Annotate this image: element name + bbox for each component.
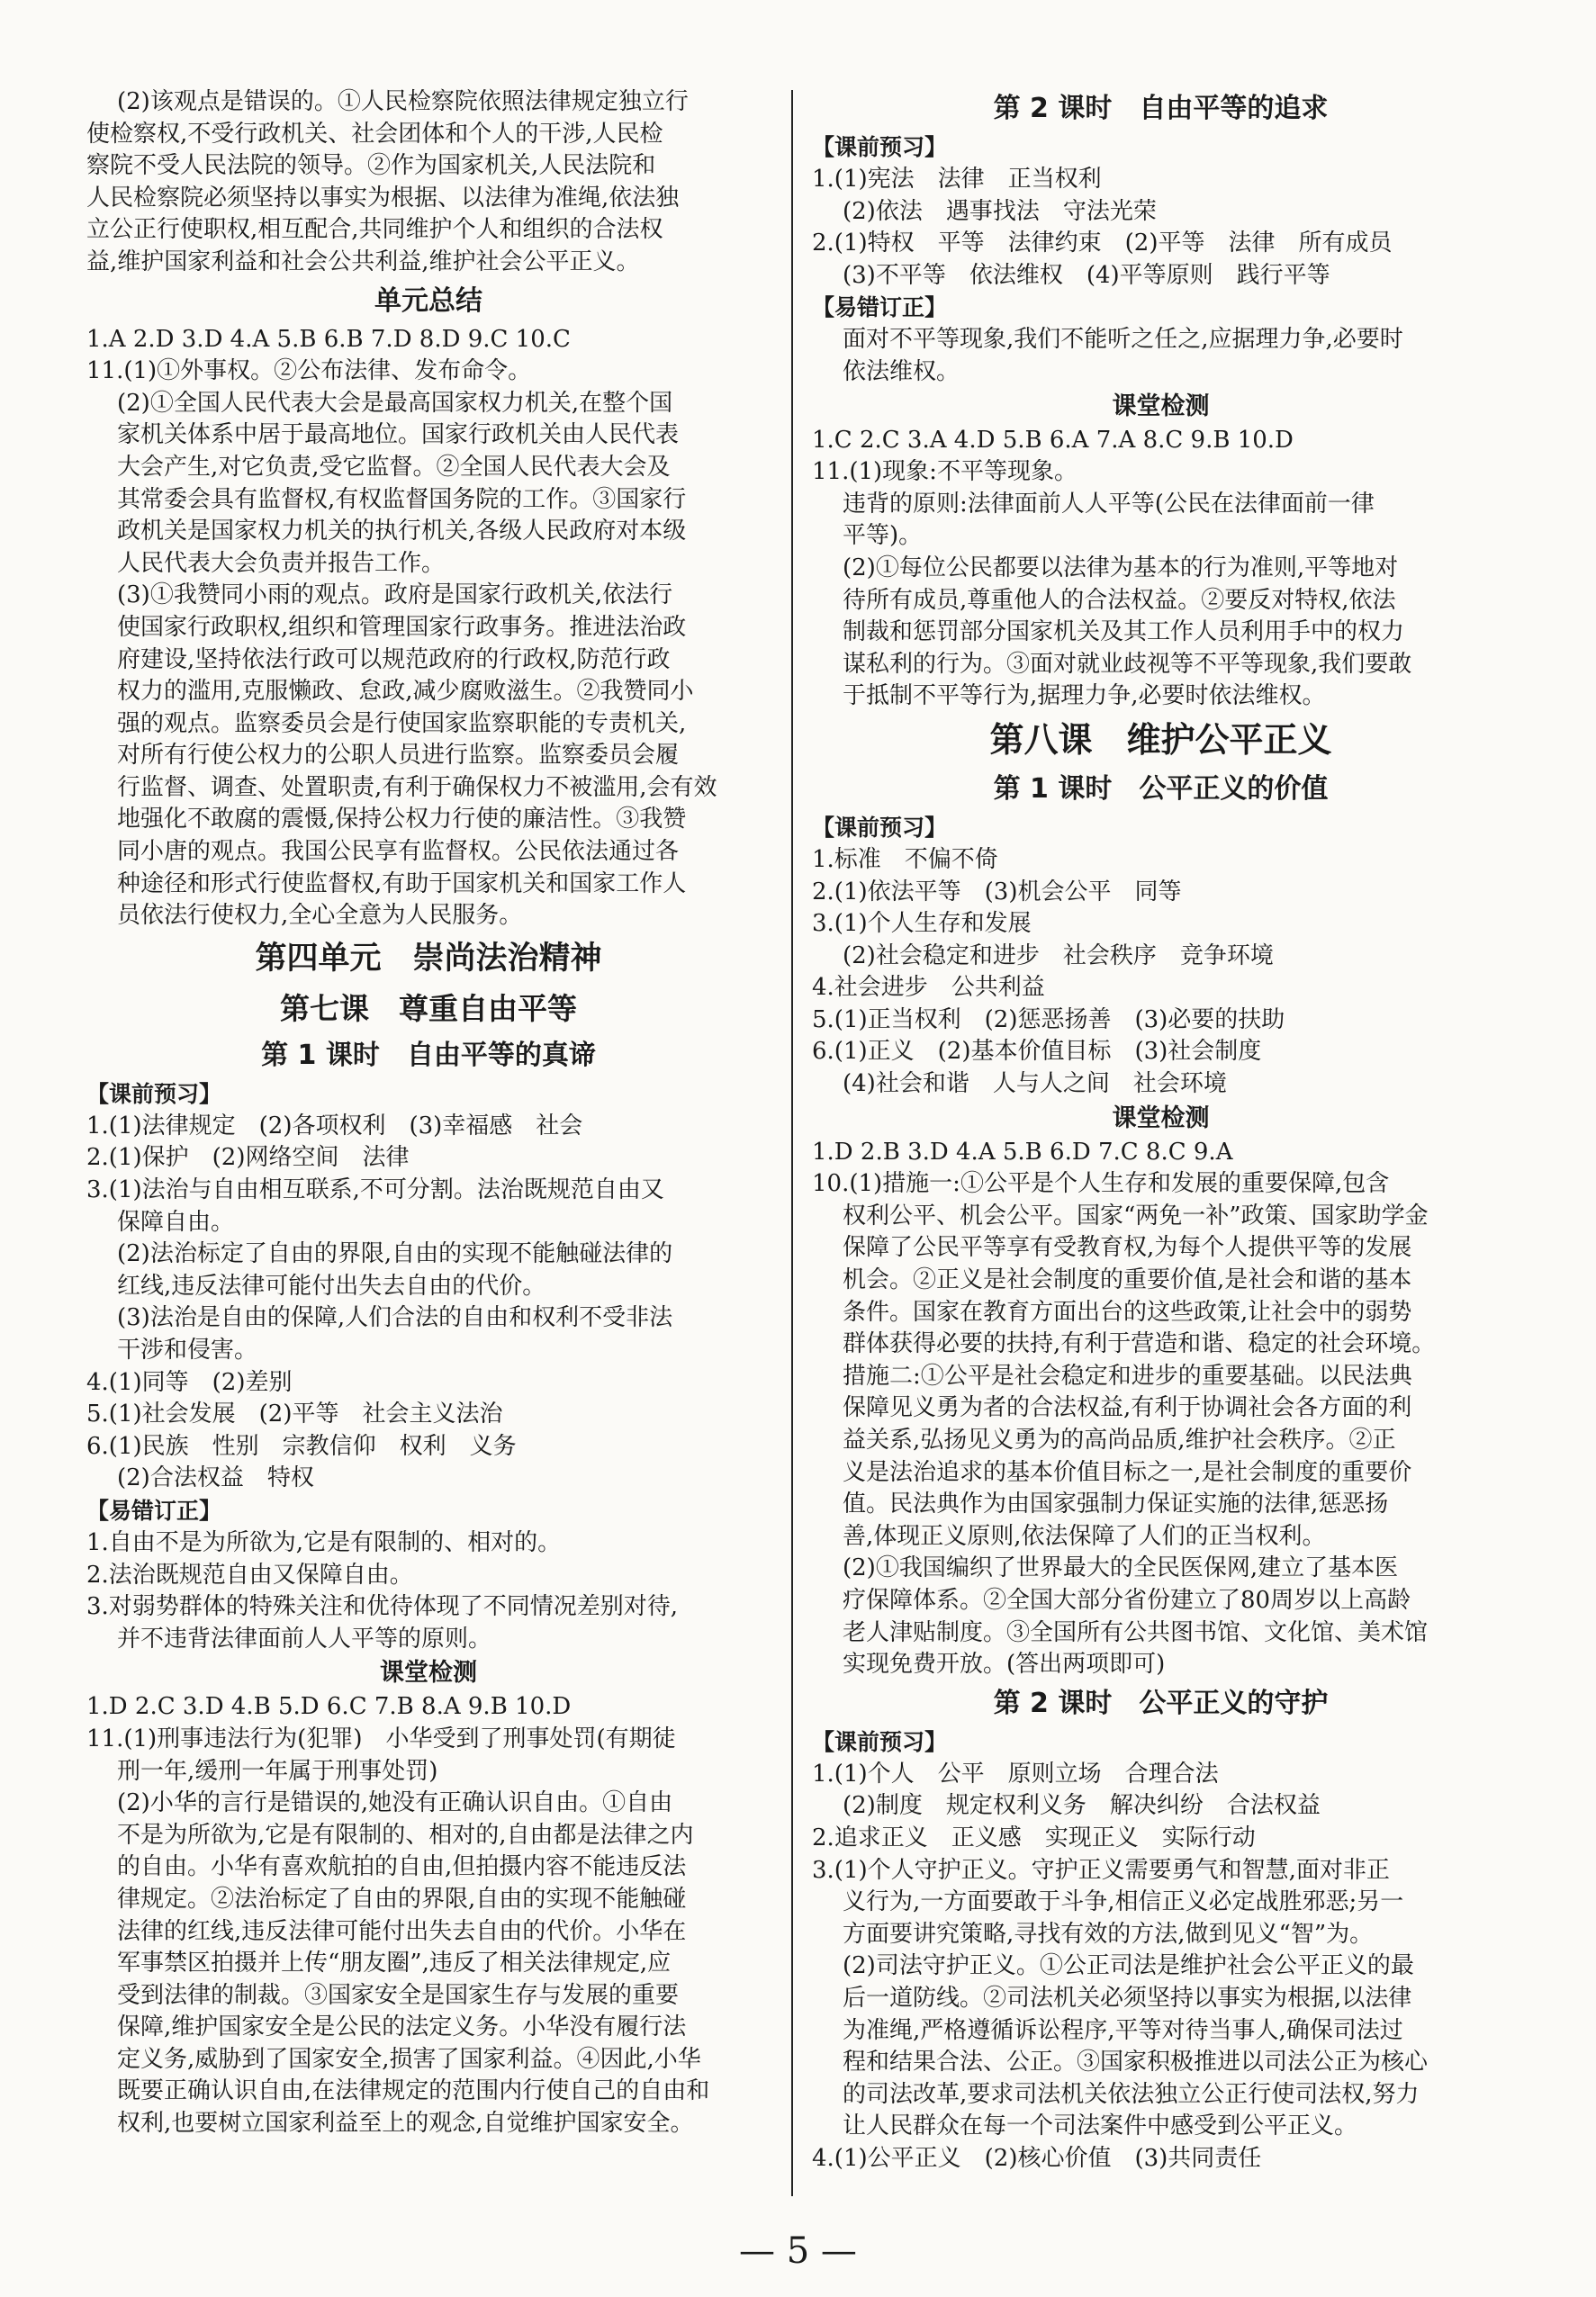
preview-list [86, 1111, 771, 1495]
text-line: 3.(1)法治与自由相互联系,不可分割。法治既规范自由又 [86, 1176, 664, 1204]
right-column [812, 86, 1510, 2175]
check-title: 课堂检测 [1112, 392, 1210, 420]
text-line: 对所有行使公权力的公职人员进行监察。监察委员会履 [117, 742, 680, 770]
lesson-title: 第七课 尊重自由平等 [280, 990, 577, 1026]
text-line: 府建设,坚持依法行政可以规范政府的行政权,防范行政 [117, 645, 671, 673]
error-list [86, 1527, 771, 1655]
unit-summary-body [86, 388, 771, 932]
text-line: 法律的红线,违反法律可能付出失去自由的代价。小华在 [117, 1917, 687, 1945]
text-line: 实现免费开放。(答出两项即可) [843, 1651, 1166, 1679]
text-line: 谋私利的行为。③面对就业歧视等不平等现象,我们要敢 [843, 650, 1412, 678]
text-line: 4.社会进步 公共利益 [812, 974, 1045, 1002]
text-line: 善,体现正义原则,依法保障了人们的正当权利。 [843, 1522, 1326, 1550]
period-title: 第 2 课时 自由平等的追求 [993, 93, 1329, 124]
text-line: 6.(1)民族 性别 宗教信仰 权利 义务 [86, 1432, 517, 1460]
text-line: 人民代表大会负责并报告工作。 [117, 549, 446, 577]
check-title: 课堂检测 [380, 1659, 477, 1688]
section-tag: 【课前预习】 [86, 1080, 222, 1107]
text-line: 使检察权,不受行政机关、社会团体和个人的干涉,人民检 [86, 120, 663, 148]
text-line: 地强化不敢腐的震慑,保持公权力行使的廉洁性。③我赞 [117, 806, 687, 833]
text-line: 11.(1)现象:不平等现象。 [812, 458, 1078, 486]
text-line: (2)①全国人民代表大会是最高国家权力机关,在整个国 [117, 389, 673, 417]
text-line: 刑一年,缓刑一年属于刑事处罚) [117, 1757, 438, 1785]
text-line: (2)司法守护正义。①公正司法是维护社会公平正义的最 [843, 1952, 1414, 1980]
answer-key: 1.D 2.C 3.D 4.B 5.D 6.C 7.B 8.A 9.B 10.D [86, 1693, 572, 1721]
text-line: (2)①每位公民都要以法律为基本的行为准则,平等地对 [843, 554, 1399, 581]
text-line: (2)社会稳定和进步 社会秩序 竞争环境 [843, 941, 1274, 969]
text-line: (2)制度 规定权利义务 解决纠纷 合法权益 [843, 1792, 1321, 1820]
text-line: 平等)。 [843, 522, 923, 550]
page-number: — 5 — [739, 2230, 857, 2272]
lesson-title: 第八课 维护公平正义 [989, 719, 1332, 760]
text-line: 3.对弱势群体的特殊关注和优待体现了不同情况差别对待, [86, 1593, 679, 1621]
text-line: 10.(1)措施一:①公平是个人生存和发展的重要保障,包含 [812, 1170, 1390, 1198]
text-line: 措施二:①公平是社会稳定和进步的重要基础。以民法典 [843, 1362, 1412, 1390]
error-list [812, 324, 1510, 388]
text-line: 同小唐的观点。我国公民享有监督权。公民依法通过各 [117, 838, 680, 866]
text-line: (2)法治标定了自由的界限,自由的实现不能触碰法律的 [117, 1240, 673, 1268]
text-line: (3)法治是自由的保障,人们合法的自由和权利不受非法 [117, 1304, 673, 1332]
text-line: 的自由。小华有喜欢航拍的自由,但拍摄内容不能违反法 [117, 1853, 687, 1881]
text-line: 义是法治追求的基本价值目标之一,是社会制度的重要价 [843, 1458, 1412, 1486]
text-line: 政机关是国家权力机关的执行机关,各级人民政府对本级 [117, 518, 687, 545]
period-title: 第 1 课时 自由平等的真谛 [261, 1039, 596, 1071]
text-line: (3)不平等 依法维权 (4)平等原则 践行平等 [843, 261, 1330, 289]
text-line: 待所有成员,尊重他人的合法权益。②要反对特权,依法 [843, 586, 1396, 614]
text-line: (2)合法权益 特权 [117, 1464, 314, 1492]
period-title: 第 1 课时 公平正义的价值 [993, 772, 1329, 805]
text-line: 6.(1)正义 (2)基本价值目标 (3)社会制度 [812, 1038, 1262, 1066]
text-line: 1.(1)宪法 法律 正当权利 [812, 166, 1102, 193]
text-line: 程和结果合法、公正。③国家积极推进以司法公正为核心 [843, 2049, 1429, 2076]
answer-key: 1.C 2.C 3.A 4.D 5.B 6.A 7.A 8.C 9.B 10.D [812, 426, 1294, 454]
text-line: 家机关体系中居于最高地位。国家行政机关由人民代表 [117, 421, 680, 449]
text-line: 其常委会具有监督权,有权监督国务院的工作。③国家行 [117, 485, 687, 513]
text-line: 群体获得必要的扶持,有利于营造和谐、稳定的社会环境。 [843, 1330, 1436, 1358]
section-tag: 【易错订正】 [86, 1497, 222, 1524]
text-line: (2)该观点是错误的。①人民检察院依照法律规定独立行 [117, 88, 689, 115]
text-line: 红线,违反法律可能付出失去自由的代价。 [117, 1272, 546, 1300]
left-column [86, 86, 771, 2140]
text-line: 人民检察院必须坚持以事实为根据、以法律为准绳,依法独 [86, 184, 680, 212]
preview-list [812, 164, 1510, 292]
text-line: 11.(1)刑事违法行为(犯罪) 小华受到了刑事处罚(有期徒 [86, 1725, 676, 1752]
text-line: 军事禁区拍摄并上传“朋友圈”,违反了相关法律规定,应 [117, 1950, 672, 1977]
text-line: 益关系,弘扬见义勇为的高尚品质,维护社会秩序。②正 [843, 1427, 1396, 1454]
text-line: 条件。国家在教育方面出台的这些政策,让社会中的弱势 [843, 1298, 1412, 1326]
text-line: 2.(1)特权 平等 法律约束 (2)平等 法律 所有成员 [812, 230, 1393, 257]
text-line: 权利,也要树立国家利益至上的观念,自觉维护国家安全。 [117, 2110, 694, 2138]
text-line: 2.(1)保护 (2)网络空间 法律 [86, 1144, 410, 1172]
text-line: 既要正确认识自由,在法律规定的范围内行使自己的自由和 [117, 2077, 710, 2105]
text-line: 大会产生,对它负责,受它监督。②全国人民代表大会及 [117, 453, 671, 481]
text-line: 5.(1)社会发展 (2)平等 社会主义法治 [86, 1401, 503, 1428]
text-line: 的司法改革,要求司法机关依法独立公正行使司法权,努力 [843, 2080, 1420, 2108]
text-line: 使国家行政职权,组织和管理国家行政事务。推进法治政 [117, 613, 687, 641]
text-line: (3)①我赞同小雨的观点。政府是国家行政机关,依法行 [117, 581, 673, 609]
text-line: 让人民群众在每一个司法案件中感受到公平正义。 [843, 2112, 1358, 2140]
preview-list [812, 844, 1510, 1101]
text-line: 老人津贴制度。③全国所有公共图书馆、文化馆、美术馆 [843, 1618, 1429, 1646]
text-line: (2)①我国编织了世界最大的全民医保网,建立了基本医 [843, 1554, 1399, 1582]
check-answer-list [86, 1724, 771, 2140]
text-line: 干涉和侵害。 [117, 1337, 258, 1364]
text-line: 值。民法典作为由国家强制力保证实施的法律,惩恶扬 [843, 1491, 1389, 1518]
section-tag: 【课前预习】 [812, 814, 948, 841]
text-line: 1.自由不是为所欲为,它是有限制的、相对的。 [86, 1528, 562, 1556]
text-line: 保障,维护国家安全是公民的法定义务。小华没有履行法 [117, 2013, 687, 2041]
text-line: 并不违背法律面前人人平等的原则。 [117, 1625, 492, 1653]
section-tag: 【课前预习】 [812, 1728, 948, 1755]
text-line: 3.(1)个人生存和发展 [812, 910, 1032, 938]
text-line: 行监督、调查、处置职责,有利于确保权力不被滥用,会有效 [117, 773, 717, 801]
text-line: 2.法治既规范自由又保障自由。 [86, 1561, 413, 1589]
answer-key: 1.A 2.D 3.D 4.A 5.B 6.B 7.D 8.D 9.C 10.C [86, 325, 571, 353]
check-title: 课堂检测 [1112, 1103, 1210, 1132]
section-tag: 【课前预习】 [812, 134, 948, 160]
text-line: 1.(1)个人 公平 原则立场 合理合法 [812, 1760, 1219, 1788]
preview-list [812, 1759, 1510, 2175]
text-line: 11.(1)①外事权。②公布法律、发布命令。 [86, 357, 532, 385]
text-line: 保障自由。 [117, 1208, 235, 1236]
text-line: 强的观点。监察委员会是行使国家监察职能的专责机关, [117, 709, 687, 737]
period-title: 第 2 课时 公平正义的守护 [993, 1687, 1329, 1719]
text-line: 面对不平等现象,我们不能听之任之,应据理力争,必要时 [843, 326, 1403, 354]
unit-title: 第四单元 崇尚法治精神 [255, 940, 602, 977]
text-line: (2)依法 遇事找法 守法光荣 [843, 197, 1157, 225]
text-line: 违背的原则:法律面前人人平等(公民在法律面前一律 [843, 490, 1375, 518]
text-line: 保障见义勇为者的合法权益,有利于协调社会各方面的利 [843, 1394, 1412, 1422]
text-line: 依法维权。 [843, 357, 960, 385]
text-line: 不是为所欲为,它是有限制的、相对的,自由都是法律之内 [117, 1821, 694, 1849]
text-line: 种途径和形式行使监督权,有助于国家机关和国家工作人 [117, 869, 687, 897]
text-line: 受到法律的制裁。③国家安全是国家生存与发展的重要 [117, 1981, 680, 2009]
text-line: (2)小华的言行是错误的,她没有正确认识自由。①自由 [117, 1789, 673, 1817]
text-line: 4.(1)同等 (2)差别 [86, 1368, 293, 1396]
text-line: 1.(1)法律规定 (2)各项权利 (3)幸福感 社会 [86, 1112, 583, 1139]
text-line: 察院不受人民法院的领导。②作为国家机关,人民法院和 [86, 152, 656, 180]
text-line: 3.(1)个人守护正义。守护正义需要勇气和智慧,面对非正 [812, 1856, 1390, 1884]
text-line: 5.(1)正当权利 (2)惩恶扬善 (3)必要的扶助 [812, 1005, 1285, 1033]
text-line: 保障了公民平等享有受教育权,为每个人提供平等的发展 [843, 1234, 1412, 1262]
text-line: 为准绳,严格遵循诉讼程序,平等对待当事人,确保司法过 [843, 2016, 1403, 2044]
text-line: 后一道防线。②司法机关必须坚持以事实为根据,以法律 [843, 1984, 1412, 2012]
answer-key: 1.D 2.B 3.D 4.A 5.B 6.D 7.C 8.C 9.A [812, 1138, 1233, 1166]
unit-summary-title: 单元总结 [374, 284, 482, 317]
text-line: 权利公平、机会公平。国家“两免一补”政策、国家助学金 [843, 1202, 1429, 1230]
column-divider [791, 90, 793, 2196]
text-line: 权力的滥用,克服懒政、怠政,减少腐败滋生。②我赞同小 [117, 678, 694, 706]
text-line: 2.(1)依法平等 (3)机会公平 同等 [812, 878, 1182, 905]
text-line: 1.标准 不偏不倚 [812, 845, 998, 873]
text-line: 益,维护国家利益和社会公共利益,维护社会公平正义。 [86, 248, 640, 275]
check-answer-list [812, 1168, 1510, 1681]
text-line: 机会。②正义是社会制度的重要价值,是社会和谐的基本 [843, 1266, 1412, 1294]
text-line: 员依法行使权力,全心全意为人民服务。 [117, 902, 523, 930]
text-line: 律规定。②法治标定了自由的界限,自由的实现不能触碰 [117, 1885, 687, 1913]
text-line: 2.追求正义 正义感 实现正义 实际行动 [812, 1824, 1256, 1851]
text-line: (4)社会和谐 人与人之间 社会环境 [843, 1070, 1227, 1098]
text-line: 4.(1)公平正义 (2)核心价值 (3)共同责任 [812, 2144, 1262, 2172]
text-line: 义行为,一方面要敢于斗争,相信正义必定战胜邪恶;另一 [843, 1888, 1404, 1916]
text-line: 定义务,威胁到了国家安全,损害了国家利益。④因此,小华 [117, 2045, 701, 2073]
text-line: 疗保障体系。②全国大部分省份建立了80周岁以上高龄 [843, 1586, 1411, 1614]
text-line: 于抵制不平等行为,据理力争,必要时依法维权。 [843, 682, 1326, 710]
text-line: 立公正行使职权,相互配合,共同维护个人和组织的合法权 [86, 216, 663, 244]
section-tag: 【易错订正】 [812, 294, 948, 321]
text-line: 制裁和惩罚部分国家机关及其工作人员利用手中的权力 [843, 618, 1405, 646]
text-line: 方面要讲究策略,寻找有效的方法,做到见义“智”为。 [843, 1920, 1374, 1948]
check-answer-list [812, 456, 1510, 713]
